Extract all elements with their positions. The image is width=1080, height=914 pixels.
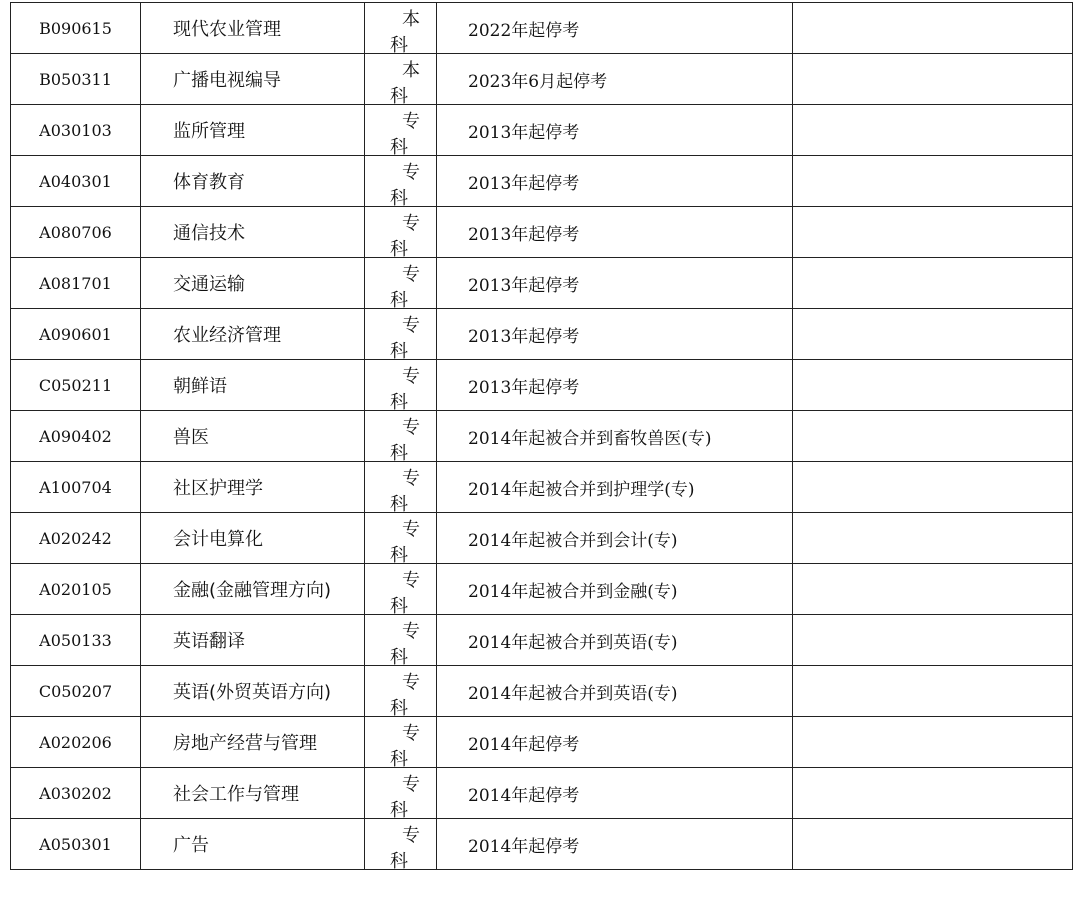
level-cell <box>365 819 437 870</box>
major-code-cell: A100704 <box>11 462 141 513</box>
major-name-cell: 朝鲜语 <box>141 360 365 411</box>
level-char-2: 科 <box>390 494 408 513</box>
major-name-cell: 英语翻译 <box>141 615 365 666</box>
major-table <box>10 2 1073 870</box>
status-note-cell: 2014年起被合并到会计(专) <box>437 513 793 564</box>
status-note-cell: 2014年起停考 <box>437 717 793 768</box>
remark-cell <box>793 564 1073 615</box>
major-code-cell: A020242 <box>11 513 141 564</box>
remark-cell <box>793 309 1073 360</box>
table-row <box>11 768 1073 819</box>
level-char-1: 专 <box>402 315 420 336</box>
table-row <box>11 54 1073 105</box>
level-cell <box>365 462 437 513</box>
remark-cell <box>793 105 1073 156</box>
major-name-cell: 现代农业管理 <box>141 3 365 54</box>
major-code-cell: A090601 <box>11 309 141 360</box>
major-code-cell: A081701 <box>11 258 141 309</box>
level-char-2: 科 <box>390 188 408 207</box>
level-cell <box>365 54 437 105</box>
major-name-cell: 英语(外贸英语方向) <box>141 666 365 717</box>
level-char-2: 科 <box>390 86 408 105</box>
level-char-2: 科 <box>390 545 408 564</box>
major-name-cell: 社区护理学 <box>141 462 365 513</box>
major-code-cell: A050133 <box>11 615 141 666</box>
table-row <box>11 462 1073 513</box>
remark-cell <box>793 768 1073 819</box>
level-cell <box>365 717 437 768</box>
remark-cell <box>793 819 1073 870</box>
major-code-cell: A090402 <box>11 411 141 462</box>
major-name-cell: 广告 <box>141 819 365 870</box>
level-char-2: 科 <box>390 392 408 411</box>
table-row <box>11 360 1073 411</box>
table-row <box>11 666 1073 717</box>
table-row <box>11 105 1073 156</box>
major-code-cell: A020206 <box>11 717 141 768</box>
remark-cell <box>793 513 1073 564</box>
level-char-2: 科 <box>390 851 408 870</box>
level-cell <box>365 258 437 309</box>
table-row <box>11 615 1073 666</box>
major-name-cell: 交通运输 <box>141 258 365 309</box>
level-char-2: 科 <box>390 647 408 666</box>
table-body <box>11 3 1073 870</box>
level-char-2: 科 <box>390 239 408 258</box>
table-row <box>11 3 1073 54</box>
level-char-2: 科 <box>390 698 408 717</box>
major-code-cell: B050311 <box>11 54 141 105</box>
status-note-cell: 2013年起停考 <box>437 309 793 360</box>
status-note-cell: 2014年起停考 <box>437 819 793 870</box>
level-cell <box>365 156 437 207</box>
status-note-cell: 2013年起停考 <box>437 207 793 258</box>
major-code-cell: A020105 <box>11 564 141 615</box>
table-row <box>11 309 1073 360</box>
level-char-2: 科 <box>390 341 408 360</box>
major-name-cell: 金融(金融管理方向) <box>141 564 365 615</box>
major-name-cell: 农业经济管理 <box>141 309 365 360</box>
major-code-cell: B090615 <box>11 3 141 54</box>
remark-cell <box>793 717 1073 768</box>
status-note-cell: 2023年6月起停考 <box>437 54 793 105</box>
status-note-cell: 2013年起停考 <box>437 258 793 309</box>
status-note-cell: 2014年起被合并到英语(专) <box>437 615 793 666</box>
remark-cell <box>793 3 1073 54</box>
status-note-cell: 2013年起停考 <box>437 156 793 207</box>
level-char-2: 科 <box>390 137 408 156</box>
major-code-cell: A030103 <box>11 105 141 156</box>
major-name-cell: 监所管理 <box>141 105 365 156</box>
level-cell <box>365 768 437 819</box>
table-row <box>11 819 1073 870</box>
table-row <box>11 513 1073 564</box>
level-char-1: 专 <box>402 417 420 438</box>
level-char-1: 专 <box>402 519 420 540</box>
level-char-2: 科 <box>390 596 408 615</box>
level-char-1: 本 <box>402 9 420 30</box>
status-note-cell: 2014年起被合并到畜牧兽医(专) <box>437 411 793 462</box>
level-char-1: 专 <box>402 825 420 846</box>
major-code-cell: C050207 <box>11 666 141 717</box>
level-char-2: 科 <box>390 290 408 309</box>
remark-cell <box>793 666 1073 717</box>
level-cell <box>365 411 437 462</box>
table-row <box>11 207 1073 258</box>
table-row <box>11 717 1073 768</box>
level-char-2: 科 <box>390 749 408 768</box>
level-char-1: 专 <box>402 672 420 693</box>
level-char-1: 专 <box>402 723 420 744</box>
level-char-1: 专 <box>402 264 420 285</box>
status-note-cell: 2014年起停考 <box>437 768 793 819</box>
level-cell <box>365 360 437 411</box>
status-note-cell: 2014年起被合并到金融(专) <box>437 564 793 615</box>
status-note-cell: 2013年起停考 <box>437 360 793 411</box>
remark-cell <box>793 411 1073 462</box>
major-code-cell: A080706 <box>11 207 141 258</box>
major-code-cell: A030202 <box>11 768 141 819</box>
level-char-1: 专 <box>402 213 420 234</box>
level-cell <box>365 207 437 258</box>
level-char-1: 专 <box>402 570 420 591</box>
level-char-2: 科 <box>390 800 408 819</box>
level-cell <box>365 105 437 156</box>
level-char-1: 专 <box>402 621 420 642</box>
status-note-cell: 2014年起被合并到护理学(专) <box>437 462 793 513</box>
remark-cell <box>793 360 1073 411</box>
level-char-2: 科 <box>390 443 408 462</box>
status-note-cell: 2022年起停考 <box>437 3 793 54</box>
major-code-cell: A040301 <box>11 156 141 207</box>
major-name-cell: 兽医 <box>141 411 365 462</box>
major-name-cell: 社会工作与管理 <box>141 768 365 819</box>
level-char-1: 专 <box>402 366 420 387</box>
major-name-cell: 广播电视编导 <box>141 54 365 105</box>
level-cell <box>365 666 437 717</box>
level-char-1: 专 <box>402 468 420 489</box>
level-char-1: 专 <box>402 111 420 132</box>
level-cell <box>365 3 437 54</box>
status-note-cell: 2014年起被合并到英语(专) <box>437 666 793 717</box>
level-char-1: 专 <box>402 774 420 795</box>
table-row <box>11 411 1073 462</box>
table-row <box>11 156 1073 207</box>
level-char-1: 专 <box>402 162 420 183</box>
major-name-cell: 房地产经营与管理 <box>141 717 365 768</box>
major-name-cell: 会计电算化 <box>141 513 365 564</box>
remark-cell <box>793 156 1073 207</box>
remark-cell <box>793 615 1073 666</box>
level-cell <box>365 513 437 564</box>
level-cell <box>365 564 437 615</box>
major-code-cell: C050211 <box>11 360 141 411</box>
remark-cell <box>793 54 1073 105</box>
level-char-1: 本 <box>402 60 420 81</box>
remark-cell <box>793 207 1073 258</box>
level-cell <box>365 309 437 360</box>
table-row <box>11 564 1073 615</box>
major-name-cell: 通信技术 <box>141 207 365 258</box>
major-name-cell: 体育教育 <box>141 156 365 207</box>
major-code-cell: A050301 <box>11 819 141 870</box>
table-row <box>11 258 1073 309</box>
level-cell <box>365 615 437 666</box>
remark-cell <box>793 258 1073 309</box>
level-char-2: 科 <box>390 35 408 54</box>
remark-cell <box>793 462 1073 513</box>
status-note-cell: 2013年起停考 <box>437 105 793 156</box>
